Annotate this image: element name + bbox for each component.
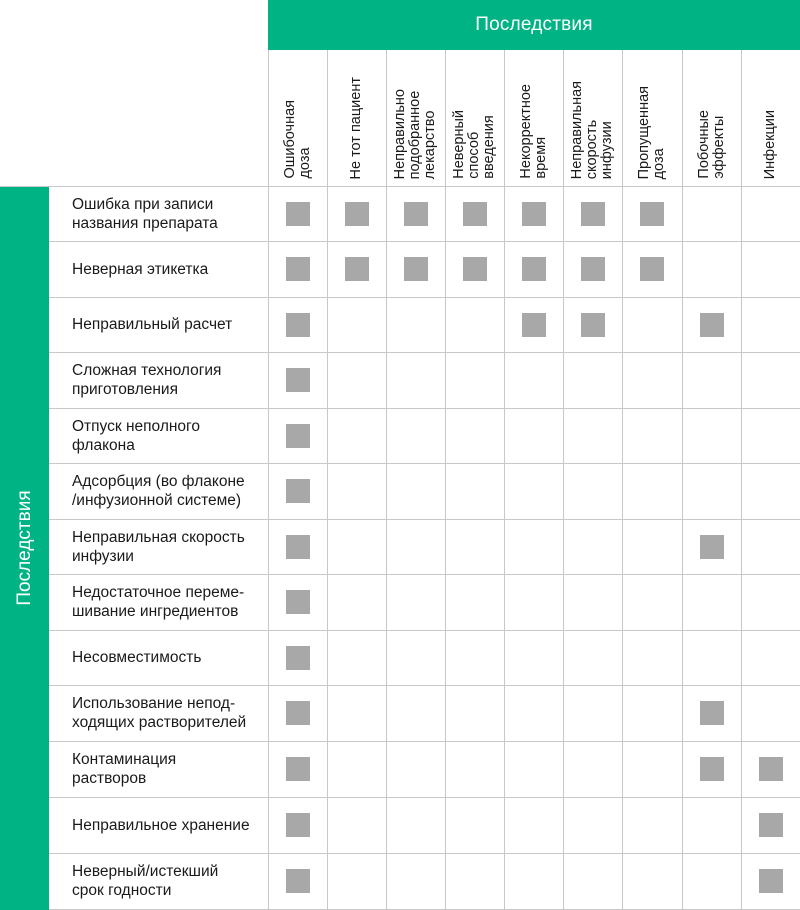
matrix-mark	[640, 257, 664, 281]
matrix-mark	[345, 257, 369, 281]
matrix-mark	[286, 757, 310, 781]
matrix-mark	[700, 757, 724, 781]
row-label: Несовместимость	[72, 649, 202, 666]
column-header-label: Неправильно подобранное лекарство	[392, 88, 438, 179]
column-header-label: Инфекции	[762, 109, 778, 179]
matrix-mark	[640, 202, 664, 226]
matrix-mark	[345, 202, 369, 226]
column-header	[386, 50, 445, 186]
column-header	[504, 50, 563, 186]
column-header-label: Пропущенная доза	[636, 85, 667, 179]
column-header-label: Ошибочная доза	[281, 100, 313, 179]
matrix-mark	[286, 424, 310, 448]
matrix-mark	[581, 202, 605, 226]
matrix-mark	[700, 701, 724, 725]
matrix-mark	[463, 257, 487, 281]
matrix-mark	[759, 813, 783, 837]
row-label: Ошибка при записи названия препарата	[72, 195, 218, 232]
column-header-label: Некорректное время	[517, 84, 549, 179]
matrix-mark	[404, 257, 428, 281]
matrix-mark	[286, 701, 310, 725]
side-header-label: Последствия	[13, 490, 35, 606]
column-header	[682, 50, 741, 186]
row-label: Неправильный расчет	[72, 316, 233, 333]
matrix-mark	[522, 257, 546, 281]
row-label: Адсорбция (во флаконе /инфузионной системе)	[72, 473, 245, 509]
column-header-label: Неверный способ введения	[451, 110, 497, 179]
matrix-mark	[286, 257, 310, 281]
matrix-mark	[700, 535, 724, 559]
matrix-mark	[286, 313, 310, 337]
row-label: Сложная технология приготовления	[72, 362, 222, 398]
row-label: Отпуск неполного флакона	[72, 417, 200, 454]
row-label: Использование непод- ходящих растворителей	[72, 695, 247, 731]
column-header-label: Не тот пациент	[348, 76, 364, 179]
consequences-column-header	[268, 0, 800, 50]
row-label: Неверная этикетка	[72, 260, 209, 278]
matrix-mark	[286, 869, 310, 893]
row-label: Контаминация растворов	[72, 751, 177, 787]
matrix-mark	[759, 757, 783, 781]
matrix-mark	[286, 535, 310, 559]
column-header	[445, 50, 504, 186]
matrix-mark	[581, 313, 605, 337]
column-header-label: Неправильная скорость инфузии	[569, 80, 615, 179]
column-header	[741, 50, 800, 186]
matrix-mark	[759, 869, 783, 893]
matrix-mark	[404, 202, 428, 226]
matrix-mark	[463, 202, 487, 226]
column-header	[622, 50, 682, 186]
column-header	[327, 50, 386, 186]
matrix-mark	[700, 313, 724, 337]
consequences-row-header	[0, 186, 49, 910]
matrix-mark	[286, 590, 310, 614]
row-label: Недостаточное переме- шивание ингредиентов	[72, 584, 245, 620]
consequences-title: Последствия	[475, 14, 593, 35]
matrix-mark	[286, 202, 310, 226]
matrix-mark	[522, 313, 546, 337]
matrix-mark	[286, 646, 310, 670]
column-header-label: Побочные эффекты	[695, 110, 727, 179]
matrix-mark	[286, 479, 310, 503]
matrix-mark	[286, 368, 310, 392]
matrix-mark	[522, 202, 546, 226]
matrix-mark	[286, 813, 310, 837]
row-label: Неправильное хранение	[72, 816, 250, 834]
column-header	[563, 50, 622, 186]
column-header	[268, 50, 327, 186]
row-label: Неправильная скорость инфузии	[72, 528, 245, 565]
row-label: Неверный/истекший срок годности	[72, 863, 219, 899]
matrix-mark	[581, 257, 605, 281]
